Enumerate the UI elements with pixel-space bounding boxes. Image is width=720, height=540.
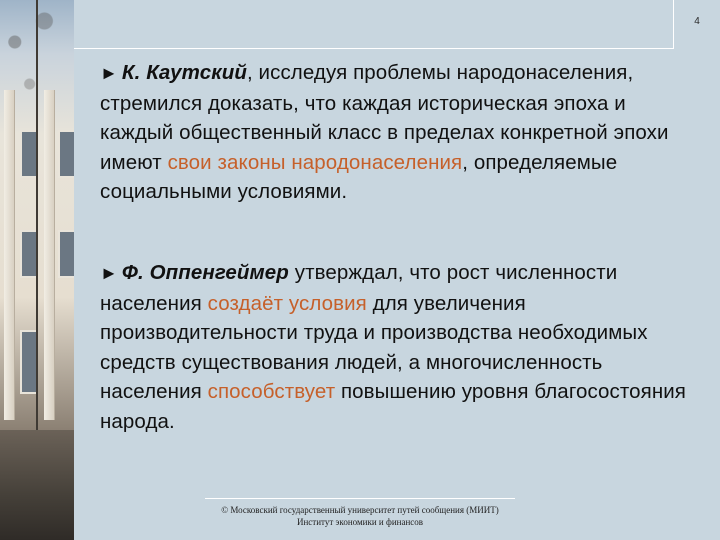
footer <box>150 504 570 528</box>
highlighted-text: способствует <box>207 380 336 403</box>
paragraph-text: для увеличения производительности труда и производства необходимых средств существования людей, а многочисленность населения <box>100 291 648 403</box>
highlighted-text: свои законы народонаселения <box>167 150 463 174</box>
paragraph-kautsky <box>100 58 700 207</box>
paragraph-text: , определяемые социальными условиями. <box>100 150 618 203</box>
ground <box>0 430 74 540</box>
building-column <box>44 90 54 420</box>
building-window <box>58 130 74 178</box>
building-column <box>4 90 14 420</box>
paragraph-text: повышению уровня благосостояния народа. <box>100 380 687 433</box>
paragraph-text: , исследуя проблемы народонаселения, стремился доказать, что каждая историческая эпоха и каждый общественный класс в пределах конкретной эпохи имеют <box>100 61 669 174</box>
building-window <box>58 230 74 278</box>
building-photo <box>0 0 74 540</box>
header-divider <box>74 48 674 49</box>
bullet-marker: ► <box>100 263 118 283</box>
highlighted-text: создаёт условия <box>207 291 367 315</box>
footer-institute: Институт экономики и финансов <box>296 517 424 527</box>
paragraph-oppenheimer <box>100 258 700 436</box>
bullet-marker: ► <box>100 63 118 83</box>
footer-university: © Московский государственный университет путей сообщения (МИИТ) <box>221 505 499 515</box>
author-name: К. Каутский <box>121 61 247 84</box>
page-number: 4 <box>694 16 700 27</box>
footer-divider <box>205 498 515 499</box>
paragraph-text: утверждал, что рост численности населения <box>100 261 618 315</box>
author-name: Ф. Оппенгеймер <box>121 261 289 284</box>
